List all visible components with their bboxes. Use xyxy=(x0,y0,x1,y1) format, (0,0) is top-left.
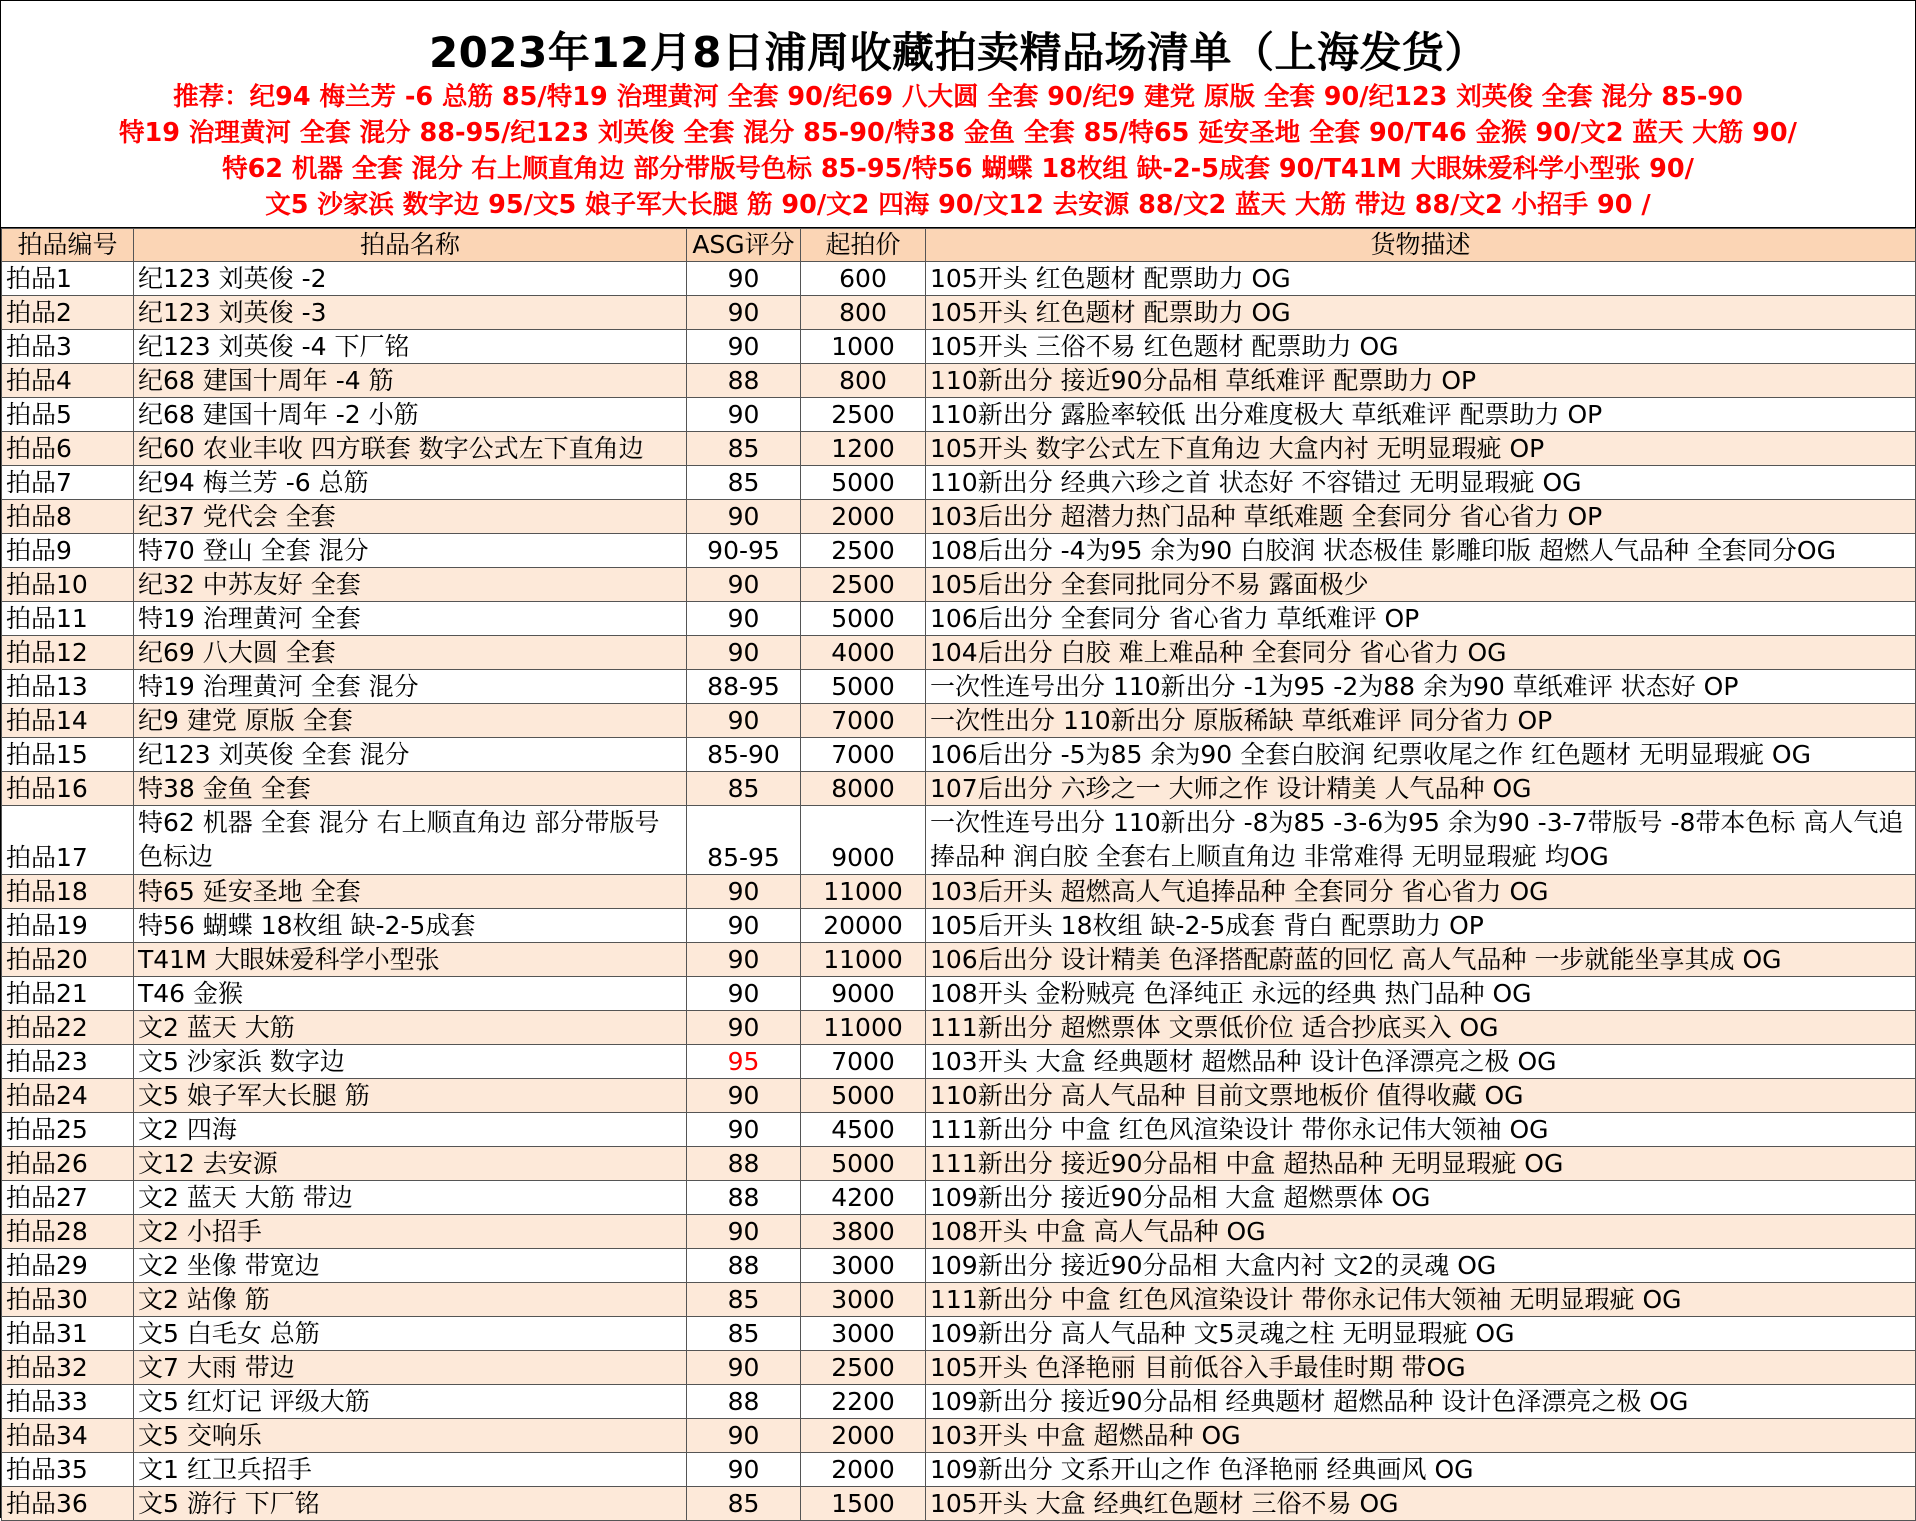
start-price-cell: 2500 xyxy=(801,534,926,568)
lot-name-cell: 纪123 刘英俊 -2 xyxy=(134,262,687,296)
table-row xyxy=(2,943,1916,977)
lot-name-cell: 纪68 建国十周年 -2 小筋 xyxy=(134,398,687,432)
description-cell: 一次性连号出分 110新出分 -8为85 -3-6为95 余为90 -3-7带版号 -8带本色标 高人气追捧品种 润白胶 全套右上顺直角边 非常难得 无明显瑕疵 均OG xyxy=(926,806,1916,875)
lot-id-cell: 拍品25 xyxy=(2,1113,134,1147)
description-cell: 111新出分 接近90分品相 中盒 超热品种 无明显瑕疵 OG xyxy=(926,1147,1916,1181)
description-cell: 106后出分 -5为85 余为90 全套白胶润 纪票收尾之作 红色题材 无明显瑕疵 OG xyxy=(926,738,1916,772)
asg-score-cell: 90 xyxy=(687,500,801,534)
lot-name-cell: 文5 红灯记 评级大筋 xyxy=(134,1385,687,1419)
lot-id-cell: 拍品17 xyxy=(2,806,134,875)
start-price-cell: 5000 xyxy=(801,602,926,636)
start-price-cell: 9000 xyxy=(801,806,926,875)
description-cell: 103后出分 超潜力热门品种 草纸难题 全套同分 省心省力 OP xyxy=(926,500,1916,534)
table-row xyxy=(2,1011,1916,1045)
lot-id-cell: 拍品16 xyxy=(2,772,134,806)
lot-name-cell: 文5 白毛女 总筋 xyxy=(134,1317,687,1351)
recommend-line: 特62 机器 全套 混分 右上顺直角边 部分带版号色标 85-95/特56 蝴蝶 18枚组 缺-2-5成套 90/T41M 大眼妹爱科学小型张 90/ xyxy=(222,154,1694,184)
description-cell: 111新出分 中盒 红色风渲染设计 带你永记伟大领袖 OG xyxy=(926,1113,1916,1147)
recommend-line: 文5 沙家浜 数字边 95/文5 娘子军大长腿 筋 90/文2 四海 90/文12 去安源 88/文2 蓝天 大筋 带边 88/文2 小招手 90 / xyxy=(265,190,1651,220)
asg-score-cell: 90 xyxy=(687,943,801,977)
asg-score-cell: 95 xyxy=(687,1045,801,1079)
description-cell: 109新出分 接近90分品相 经典题材 超燃品种 设计色泽漂亮之极 OG xyxy=(926,1385,1916,1419)
asg-score-cell: 90 xyxy=(687,398,801,432)
description-cell: 103开头 大盒 经典题材 超燃品种 设计色泽漂亮之极 OG xyxy=(926,1045,1916,1079)
table-row xyxy=(2,670,1916,704)
asg-score-cell: 85 xyxy=(687,1487,801,1521)
description-cell: 103开头 中盒 超燃品种 OG xyxy=(926,1419,1916,1453)
description-cell: 109新出分 文系开山之作 色泽艳丽 经典画风 OG xyxy=(926,1453,1916,1487)
description-cell: 105开头 红色题材 配票助力 OG xyxy=(926,262,1916,296)
lot-name-cell: 文5 交响乐 xyxy=(134,1419,687,1453)
table-row xyxy=(2,1181,1916,1215)
description-cell: 110新出分 露脸率较低 出分难度极大 草纸难评 配票助力 OP xyxy=(926,398,1916,432)
start-price-cell: 7000 xyxy=(801,704,926,738)
start-price-cell: 800 xyxy=(801,296,926,330)
start-price-cell: 8000 xyxy=(801,772,926,806)
lot-id-cell: 拍品19 xyxy=(2,909,134,943)
asg-score-cell: 90 xyxy=(687,330,801,364)
start-price-cell: 5000 xyxy=(801,466,926,500)
start-price-cell: 7000 xyxy=(801,738,926,772)
start-price-cell: 5000 xyxy=(801,670,926,704)
recommend-line: 推荐：纪94 梅兰芳 -6 总筋 85/特19 治理黄河 全套 90/纪69 八大圆 全套 90/纪9 建党 原版 全套 90/纪123 刘英俊 全套 混分 85-90 xyxy=(173,82,1743,112)
lot-id-cell: 拍品26 xyxy=(2,1147,134,1181)
lot-name-cell: 纪123 刘英俊 -3 xyxy=(134,296,687,330)
lot-name-cell: 纪60 农业丰收 四方联套 数字公式左下直角边 xyxy=(134,432,687,466)
start-price-cell: 3000 xyxy=(801,1249,926,1283)
lot-name-cell: T41M 大眼妹爱科学小型张 xyxy=(134,943,687,977)
asg-score-cell: 88 xyxy=(687,1249,801,1283)
lot-id-cell: 拍品18 xyxy=(2,875,134,909)
lot-name-cell: 纪123 刘英俊 -4 下厂铭 xyxy=(134,330,687,364)
lot-name-cell: 纪9 建党 原版 全套 xyxy=(134,704,687,738)
lot-id-cell: 拍品35 xyxy=(2,1453,134,1487)
asg-score-cell: 90 xyxy=(687,636,801,670)
table-row xyxy=(2,432,1916,466)
lot-id-cell: 拍品29 xyxy=(2,1249,134,1283)
lot-name-cell: 纪69 八大圆 全套 xyxy=(134,636,687,670)
lot-name-cell: 文2 站像 筋 xyxy=(134,1283,687,1317)
table-row xyxy=(2,398,1916,432)
asg-score-cell: 90 xyxy=(687,875,801,909)
asg-score-cell: 85 xyxy=(687,772,801,806)
asg-score-cell: 88 xyxy=(687,1181,801,1215)
asg-score-cell: 90 xyxy=(687,977,801,1011)
start-price-cell: 11000 xyxy=(801,943,926,977)
table-row xyxy=(2,875,1916,909)
lot-name-cell: T46 金猴 xyxy=(134,977,687,1011)
table-row xyxy=(2,1317,1916,1351)
lot-name-cell: 文2 蓝天 大筋 带边 xyxy=(134,1181,687,1215)
table-row xyxy=(2,364,1916,398)
description-cell: 105开头 色泽艳丽 目前低谷入手最佳时期 带OG xyxy=(926,1351,1916,1385)
start-price-cell: 600 xyxy=(801,262,926,296)
description-cell: 105开头 三俗不易 红色题材 配票助力 OG xyxy=(926,330,1916,364)
start-price-cell: 7000 xyxy=(801,1045,926,1079)
lot-id-cell: 拍品32 xyxy=(2,1351,134,1385)
description-cell: 111新出分 超燃票体 文票低价位 适合抄底买入 OG xyxy=(926,1011,1916,1045)
table-row xyxy=(2,1351,1916,1385)
asg-score-cell: 90 xyxy=(687,1351,801,1385)
start-price-cell: 1200 xyxy=(801,432,926,466)
lot-name-cell: 文7 大雨 带边 xyxy=(134,1351,687,1385)
lot-name-cell: 文2 小招手 xyxy=(134,1215,687,1249)
description-cell: 110新出分 经典六珍之首 状态好 不容错过 无明显瑕疵 OG xyxy=(926,466,1916,500)
description-cell: 106后出分 全套同分 省心省力 草纸难评 OP xyxy=(926,602,1916,636)
description-cell: 108开头 金粉贼亮 色泽纯正 永远的经典 热门品种 OG xyxy=(926,977,1916,1011)
lot-id-cell: 拍品13 xyxy=(2,670,134,704)
table-body xyxy=(2,262,1916,1521)
table-row xyxy=(2,738,1916,772)
asg-score-cell: 85 xyxy=(687,1283,801,1317)
description-cell: 110新出分 高人气品种 目前文票地板价 值得收藏 OG xyxy=(926,1079,1916,1113)
description-cell: 109新出分 接近90分品相 大盒 超燃票体 OG xyxy=(926,1181,1916,1215)
table-row xyxy=(2,1283,1916,1317)
table-row xyxy=(2,1113,1916,1147)
table-row xyxy=(2,1215,1916,1249)
description-cell: 105开头 大盒 经典红色题材 三俗不易 OG xyxy=(926,1487,1916,1521)
table-row xyxy=(2,772,1916,806)
table-row xyxy=(2,1147,1916,1181)
lot-id-cell: 拍品11 xyxy=(2,602,134,636)
description-cell: 103后开头 超燃高人气追捧品种 全套同分 省心省力 OG xyxy=(926,875,1916,909)
column-header-description: 货物描述 xyxy=(926,229,1916,262)
asg-score-cell: 90 xyxy=(687,704,801,738)
start-price-cell: 1500 xyxy=(801,1487,926,1521)
description-cell: 104后出分 白胶 难上难品种 全套同分 省心省力 OG xyxy=(926,636,1916,670)
start-price-cell: 2200 xyxy=(801,1385,926,1419)
table-row xyxy=(2,602,1916,636)
lot-name-cell: 纪123 刘英俊 全套 混分 xyxy=(134,738,687,772)
lot-id-cell: 拍品12 xyxy=(2,636,134,670)
column-header-asg-score: ASG评分 xyxy=(687,229,801,262)
lot-name-cell: 纪94 梅兰芳 -6 总筋 xyxy=(134,466,687,500)
asg-score-cell: 90-95 xyxy=(687,534,801,568)
lot-name-cell: 纪68 建国十周年 -4 筋 xyxy=(134,364,687,398)
asg-score-cell: 90 xyxy=(687,909,801,943)
start-price-cell: 11000 xyxy=(801,875,926,909)
table-header-row xyxy=(2,229,1916,262)
start-price-cell: 5000 xyxy=(801,1079,926,1113)
table-row xyxy=(2,1249,1916,1283)
lot-name-cell: 特62 机器 全套 混分 右上顺直角边 部分带版号色标边 xyxy=(134,806,687,875)
lot-id-cell: 拍品20 xyxy=(2,943,134,977)
description-cell: 107后出分 六珍之一 大师之作 设计精美 人气品种 OG xyxy=(926,772,1916,806)
table-row xyxy=(2,296,1916,330)
table-row xyxy=(2,1453,1916,1487)
description-cell: 一次性出分 110新出分 原版稀缺 草纸难评 同分省力 OP xyxy=(926,704,1916,738)
start-price-cell: 11000 xyxy=(801,1011,926,1045)
asg-score-cell: 90 xyxy=(687,262,801,296)
table-row xyxy=(2,909,1916,943)
asg-score-cell: 90 xyxy=(687,1453,801,1487)
lot-id-cell: 拍品33 xyxy=(2,1385,134,1419)
description-cell: 105后开头 18枚组 缺-2-5成套 背白 配票助力 OP xyxy=(926,909,1916,943)
lot-id-cell: 拍品8 xyxy=(2,500,134,534)
start-price-cell: 2000 xyxy=(801,1419,926,1453)
description-cell: 111新出分 中盒 红色风渲染设计 带你永记伟大领袖 无明显瑕疵 OG xyxy=(926,1283,1916,1317)
start-price-cell: 9000 xyxy=(801,977,926,1011)
table-row xyxy=(2,636,1916,670)
description-cell: 108后出分 -4为95 余为90 白胶润 状态极佳 影雕印版 超燃人气品种 全套同分OG xyxy=(926,534,1916,568)
lot-id-cell: 拍品22 xyxy=(2,1011,134,1045)
lot-id-cell: 拍品6 xyxy=(2,432,134,466)
lot-name-cell: 特70 登山 全套 混分 xyxy=(134,534,687,568)
table-row xyxy=(2,500,1916,534)
lot-name-cell: 文2 四海 xyxy=(134,1113,687,1147)
start-price-cell: 2500 xyxy=(801,1351,926,1385)
lot-name-cell: 特19 治理黄河 全套 xyxy=(134,602,687,636)
description-cell: 109新出分 高人气品种 文5灵魂之柱 无明显瑕疵 OG xyxy=(926,1317,1916,1351)
table-row xyxy=(2,806,1916,875)
table-row xyxy=(2,1487,1916,1521)
asg-score-cell: 90 xyxy=(687,1011,801,1045)
lot-id-cell: 拍品9 xyxy=(2,534,134,568)
table-row xyxy=(2,534,1916,568)
lot-name-cell: 文2 坐像 带宽边 xyxy=(134,1249,687,1283)
start-price-cell: 4200 xyxy=(801,1181,926,1215)
lot-id-cell: 拍品10 xyxy=(2,568,134,602)
lot-id-cell: 拍品27 xyxy=(2,1181,134,1215)
start-price-cell: 2500 xyxy=(801,398,926,432)
lot-id-cell: 拍品1 xyxy=(2,262,134,296)
lot-name-cell: 特56 蝴蝶 18枚组 缺-2-5成套 xyxy=(134,909,687,943)
asg-score-cell: 85-95 xyxy=(687,806,801,875)
description-cell: 110新出分 接近90分品相 草纸难评 配票助力 OP xyxy=(926,364,1916,398)
lot-name-cell: 纪37 党代会 全套 xyxy=(134,500,687,534)
lot-name-cell: 文2 蓝天 大筋 xyxy=(134,1011,687,1045)
lot-id-cell: 拍品23 xyxy=(2,1045,134,1079)
description-cell: 109新出分 接近90分品相 大盒内衬 文2的灵魂 OG xyxy=(926,1249,1916,1283)
description-cell: 105后出分 全套同批同分不易 露面极少 xyxy=(926,568,1916,602)
table-row xyxy=(2,704,1916,738)
asg-score-cell: 85-90 xyxy=(687,738,801,772)
column-header-lot-id: 拍品编号 xyxy=(2,229,134,262)
asg-score-cell: 85 xyxy=(687,1317,801,1351)
start-price-cell: 3000 xyxy=(801,1317,926,1351)
lot-id-cell: 拍品30 xyxy=(2,1283,134,1317)
table-row xyxy=(2,1385,1916,1419)
column-header-start-price: 起拍价 xyxy=(801,229,926,262)
lot-name-cell: 文5 娘子军大长腿 筋 xyxy=(134,1079,687,1113)
lot-name-cell: 纪32 中苏友好 全套 xyxy=(134,568,687,602)
asg-score-cell: 88 xyxy=(687,1147,801,1181)
table-row xyxy=(2,1079,1916,1113)
lot-name-cell: 特19 治理黄河 全套 混分 xyxy=(134,670,687,704)
lot-id-cell: 拍品24 xyxy=(2,1079,134,1113)
start-price-cell: 3800 xyxy=(801,1215,926,1249)
lot-id-cell: 拍品28 xyxy=(2,1215,134,1249)
asg-score-cell: 88 xyxy=(687,1385,801,1419)
lot-name-cell: 特65 延安圣地 全套 xyxy=(134,875,687,909)
description-cell: 105开头 数字公式左下直角边 大盒内衬 无明显瑕疵 OP xyxy=(926,432,1916,466)
lot-name-cell: 文5 游行 下厂铭 xyxy=(134,1487,687,1521)
asg-score-cell: 85 xyxy=(687,432,801,466)
lot-id-cell: 拍品15 xyxy=(2,738,134,772)
lot-id-cell: 拍品2 xyxy=(2,296,134,330)
start-price-cell: 1000 xyxy=(801,330,926,364)
table-row xyxy=(2,1419,1916,1453)
asg-score-cell: 90 xyxy=(687,1079,801,1113)
start-price-cell: 2000 xyxy=(801,500,926,534)
lot-id-cell: 拍品7 xyxy=(2,466,134,500)
column-header-lot-name: 拍品名称 xyxy=(134,229,687,262)
table-row xyxy=(2,1045,1916,1079)
lot-name-cell: 文12 去安源 xyxy=(134,1147,687,1181)
lot-id-cell: 拍品34 xyxy=(2,1419,134,1453)
start-price-cell: 4000 xyxy=(801,636,926,670)
start-price-cell: 4500 xyxy=(801,1113,926,1147)
recommend-line: 特19 治理黄河 全套 混分 88-95/纪123 刘英俊 全套 混分 85-90/特38 金鱼 全套 85/特65 延安圣地 全套 90/T46 金猴 90/文2 蓝天 大筋 90/ xyxy=(119,118,1797,148)
description-cell: 106后出分 设计精美 色泽搭配蔚蓝的回忆 高人气品种 一步就能坐享其成 OG xyxy=(926,943,1916,977)
lot-id-cell: 拍品5 xyxy=(2,398,134,432)
asg-score-cell: 90 xyxy=(687,1113,801,1147)
page-title: 2023年12月8日浦周收藏拍卖精品场清单（上海发货） xyxy=(428,28,1488,77)
auction-table xyxy=(1,228,1916,1521)
lot-id-cell: 拍品36 xyxy=(2,1487,134,1521)
start-price-cell: 20000 xyxy=(801,909,926,943)
table-row xyxy=(2,330,1916,364)
lot-name-cell: 文1 红卫兵招手 xyxy=(134,1453,687,1487)
start-price-cell: 2000 xyxy=(801,1453,926,1487)
asg-score-cell: 90 xyxy=(687,296,801,330)
table-row xyxy=(2,568,1916,602)
lot-name-cell: 文5 沙家浜 数字边 xyxy=(134,1045,687,1079)
asg-score-cell: 85 xyxy=(687,466,801,500)
asg-score-cell: 90 xyxy=(687,1419,801,1453)
start-price-cell: 5000 xyxy=(801,1147,926,1181)
description-cell: 105开头 红色题材 配票助力 OG xyxy=(926,296,1916,330)
table-row xyxy=(2,262,1916,296)
description-cell: 一次性连号出分 110新出分 -1为95 -2为88 余为90 草纸难评 状态好 OP xyxy=(926,670,1916,704)
lot-id-cell: 拍品21 xyxy=(2,977,134,1011)
start-price-cell: 3000 xyxy=(801,1283,926,1317)
description-cell: 108开头 中盒 高人气品种 OG xyxy=(926,1215,1916,1249)
table-row xyxy=(2,977,1916,1011)
lot-id-cell: 拍品3 xyxy=(2,330,134,364)
start-price-cell: 2500 xyxy=(801,568,926,602)
asg-score-cell: 90 xyxy=(687,568,801,602)
lot-id-cell: 拍品14 xyxy=(2,704,134,738)
lot-id-cell: 拍品31 xyxy=(2,1317,134,1351)
asg-score-cell: 88 xyxy=(687,364,801,398)
asg-score-cell: 90 xyxy=(687,602,801,636)
lot-name-cell: 特38 金鱼 全套 xyxy=(134,772,687,806)
asg-score-cell: 88-95 xyxy=(687,670,801,704)
asg-score-cell: 90 xyxy=(687,1215,801,1249)
lot-id-cell: 拍品4 xyxy=(2,364,134,398)
sheet-header xyxy=(1,1,1915,228)
start-price-cell: 800 xyxy=(801,364,926,398)
table-row xyxy=(2,466,1916,500)
